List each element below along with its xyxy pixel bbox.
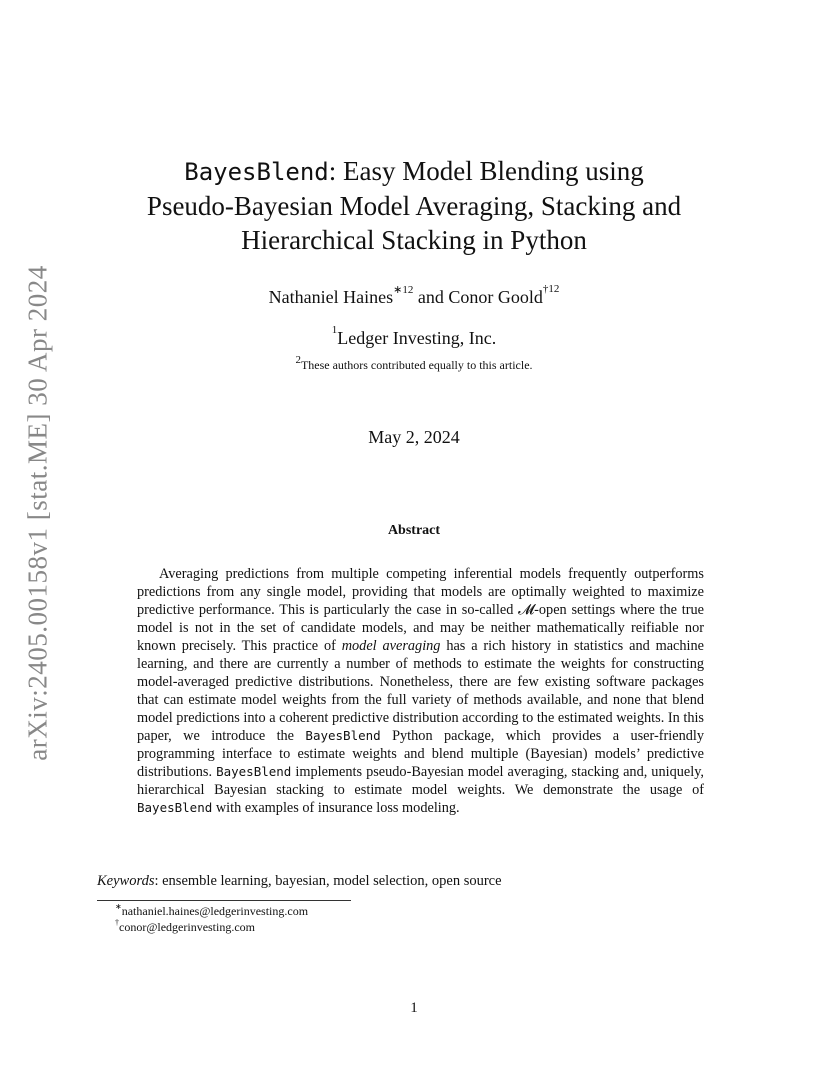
- keywords: [97, 873, 737, 890]
- author-conjunction: and: [417, 287, 444, 307]
- paper-title: [100, 154, 728, 257]
- keywords-text: : ensemble learning, bayesian, model selection, open source: [154, 873, 502, 889]
- title-line-2: Pseudo-Bayesian Model Averaging, Stacking and: [146, 191, 682, 221]
- title-line-1: [100, 154, 728, 189]
- footnote-1-mark: ∗: [115, 902, 122, 911]
- author-1-name: Nathaniel Haines: [268, 287, 394, 307]
- title-line-1-rest: : Easy Model Blending using: [328, 156, 644, 186]
- author-1-marks: ∗12: [393, 284, 414, 296]
- abstract-heading: Abstract: [387, 523, 441, 538]
- page-number: 1: [410, 1000, 418, 1016]
- abstract-code-1: BayesBlend: [305, 728, 381, 743]
- arxiv-sidebar: [18, 265, 58, 761]
- footnote-2-email[interactable]: conor@ledgerinvesting.com: [119, 920, 256, 934]
- contribution-note: [100, 354, 728, 373]
- affiliation-text: Ledger Investing, Inc.: [337, 328, 497, 348]
- author-2-name: Conor Goold: [448, 287, 543, 307]
- footnote-1-email[interactable]: nathaniel.haines@ledgerinvesting.com: [121, 904, 309, 918]
- keywords-label: Keywords: [97, 873, 155, 889]
- abstract-body: [137, 565, 704, 817]
- arxiv-identifier: arXiv:2405.00158v1 [stat.ME] 30 Apr 2024: [22, 265, 53, 761]
- abstract-text-6: with examples of insurance loss modeling.: [212, 800, 460, 816]
- footnote-2: [115, 920, 255, 935]
- author-list: [100, 283, 728, 308]
- author-2-marks: †12: [542, 283, 560, 295]
- m-open-symbol: 𝓜: [518, 602, 535, 618]
- contribution-text: These authors contributed equally to this article.: [300, 358, 533, 372]
- abstract-italic-term: model averaging: [341, 638, 441, 654]
- abstract-text-2: -open settings where the true model is not in the set of candidate models, and may be neither mathematically reifiable nor known precisely. This practice of: [137, 602, 705, 654]
- abstract-text-3: has a rich history in statistics and machine learning, and there are currently a number of methods to estimate the weights for constructing model-averaged predictive distributions. Nonetheless, there are few existing software packages that can estimate model weights from the full variety of methods available, and none that blend model predictions into a coherent predictive distribution according to the estimated weights. In this paper, we introduce the: [137, 638, 705, 744]
- title-line-3: Hierarchical Stacking in Python: [241, 225, 587, 255]
- abstract-text-1: Averaging predictions from multiple competing inferential models frequently outperforms predictions from any single model, providing that models are optimally weighted to maximize predictive performance. This is particularly the case in so-called: [137, 566, 704, 618]
- abstract-code-3: BayesBlend: [137, 800, 213, 815]
- affiliation: [100, 324, 728, 349]
- abstract-text-5: implements pseudo-Bayesian model averaging, stacking and, uniquely, hierarchical Bayesian stacking to estimate model weights. We demonstrate the usage of: [137, 764, 704, 798]
- footnote-divider: [97, 900, 351, 901]
- contribution-mark: 2: [295, 354, 301, 366]
- affiliation-mark: 1: [331, 324, 338, 336]
- abstract-code-2: BayesBlend: [216, 764, 292, 779]
- footnote-1: [115, 904, 308, 919]
- publication-date: May 2, 2024: [368, 427, 460, 447]
- footnote-2-mark: †: [115, 918, 119, 927]
- abstract-text-4: Python package, which provides a user-friendly programming interface to estimate weights and blend multiple (Bayesian) models’ predictive distributions.: [137, 728, 704, 780]
- title-package-name: BayesBlend: [184, 158, 329, 186]
